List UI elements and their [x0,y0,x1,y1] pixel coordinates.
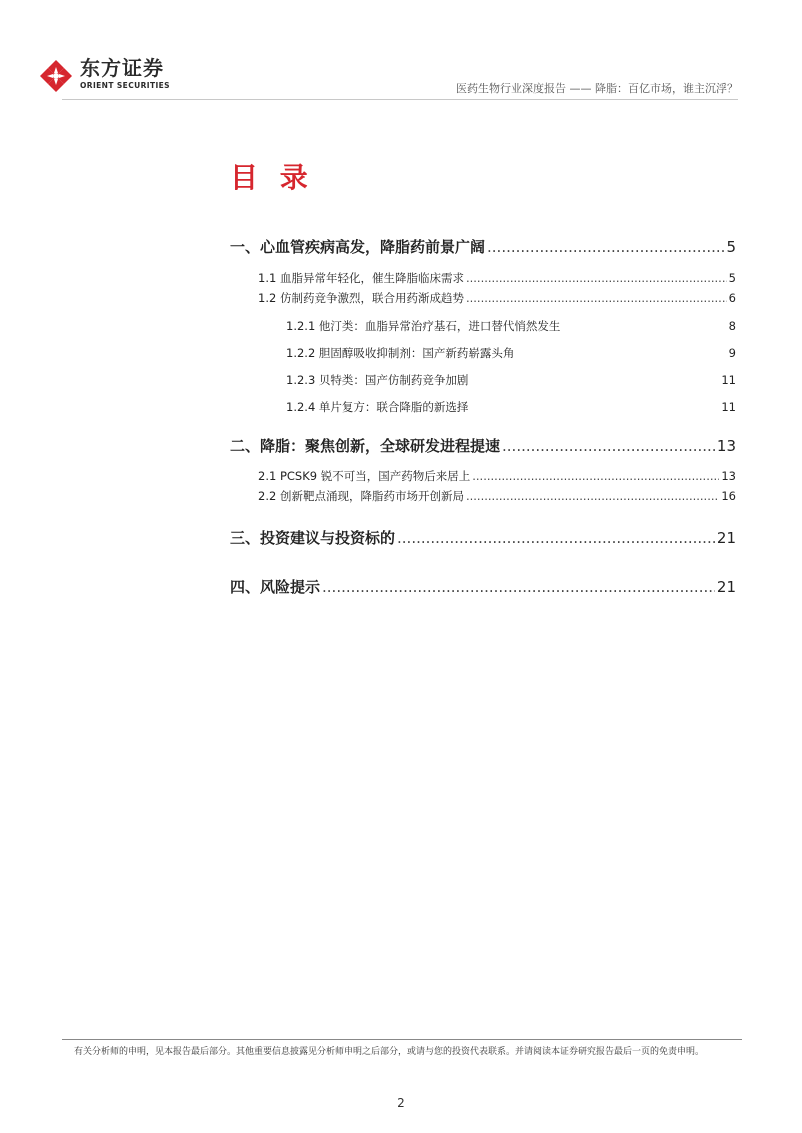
toc-entry-title: 1.1 血脂异常年轻化，催生降脂临床需求 [258,271,464,285]
toc-entry-page: 8 [728,319,736,333]
toc-entry-title: 1.2.4 单片复方：联合降脂的新选择 [286,400,469,414]
footer-disclaimer: 有关分析师的申明，见本报告最后部分。其他重要信息披露见分析师申明之后部分，或请与您的投资代表联系。并请阅读本证券研究报告最后一页的免责申明。 [74,1047,705,1057]
toc-entry-section-1[interactable] [230,236,736,257]
toc-entry-2-1[interactable] [258,468,736,484]
toc-entry-page: 16 [721,489,736,503]
toc-entry-2-2[interactable] [258,488,736,504]
toc-entry-title: 四、风险提示 [230,578,321,596]
logo-english-name: ORIENT SECURITIES [80,81,170,90]
toc-entry-1-1[interactable] [258,270,736,286]
toc-entry-title: 1.2.3 贝特类：国产仿制药竞争加剧 [286,373,469,387]
toc-entry-section-2[interactable] [230,435,736,456]
toc-entry-1-2-2[interactable] [286,345,736,361]
toc-entry-1-2[interactable] [258,290,736,306]
toc-heading: 目 录 [230,161,314,194]
toc-leader-dots [466,271,727,285]
toc-entry-title: 二、降脂：聚焦创新，全球研发进程提速 [230,437,501,455]
toc-entry-1-2-1[interactable] [286,318,736,334]
toc-entry-page: 11 [721,400,736,414]
page-number: 2 [397,1096,405,1110]
toc-leader-dots [466,291,727,305]
toc-entry-title: 一、心血管疾病高发，降脂药前景广阔 [230,238,486,256]
toc-entry-title: 三、投资建议与投资标的 [230,529,396,547]
toc-entry-section-3[interactable] [230,527,736,548]
toc-entry-page: 21 [716,529,736,547]
toc-entry-title: 1.2 仿制药竞争激烈，联合用药渐成趋势 [258,291,464,305]
toc-entry-page: 13 [716,437,736,455]
toc-entry-1-2-3[interactable] [286,372,736,388]
toc-entry-page: 5 [728,271,736,285]
toc-leader-dots [472,469,719,483]
report-title: 医药生物行业深度报告 —— 降脂：百亿市场，谁主沉浮？ [456,82,738,95]
toc-entry-title: 2.2 创新靶点涌现，降脂药市场开创新局 [258,489,464,503]
company-logo [38,56,198,96]
toc-entry-page: 5 [726,238,736,256]
orient-securities-logo-icon [38,58,74,94]
toc-entry-section-4[interactable] [230,576,736,597]
logo-chinese-name: 东方证券 [80,56,164,80]
toc-leader-dots [502,437,715,455]
toc-entry-page: 6 [728,291,736,305]
header-divider [62,99,738,100]
toc-leader-dots [322,578,715,596]
footer-divider [62,1039,742,1040]
toc-leader-dots [466,489,719,503]
toc-entry-page: 21 [716,578,736,596]
toc-entry-page: 11 [721,373,736,387]
toc-leader-dots [487,238,724,256]
toc-entry-page: 9 [728,346,736,360]
toc-entry-title: 1.2.2 胆固醇吸收抑制剂：国产新药崭露头角 [286,346,515,360]
toc-entry-title: 2.1 PCSK9 锐不可当，国产药物后来居上 [258,469,471,483]
toc-entry-page: 13 [721,469,736,483]
toc-leader-dots [397,529,715,547]
toc-entry-1-2-4[interactable] [286,399,736,415]
toc-entry-title: 1.2.1 他汀类：血脂异常治疗基石，进口替代悄然发生 [286,319,561,333]
